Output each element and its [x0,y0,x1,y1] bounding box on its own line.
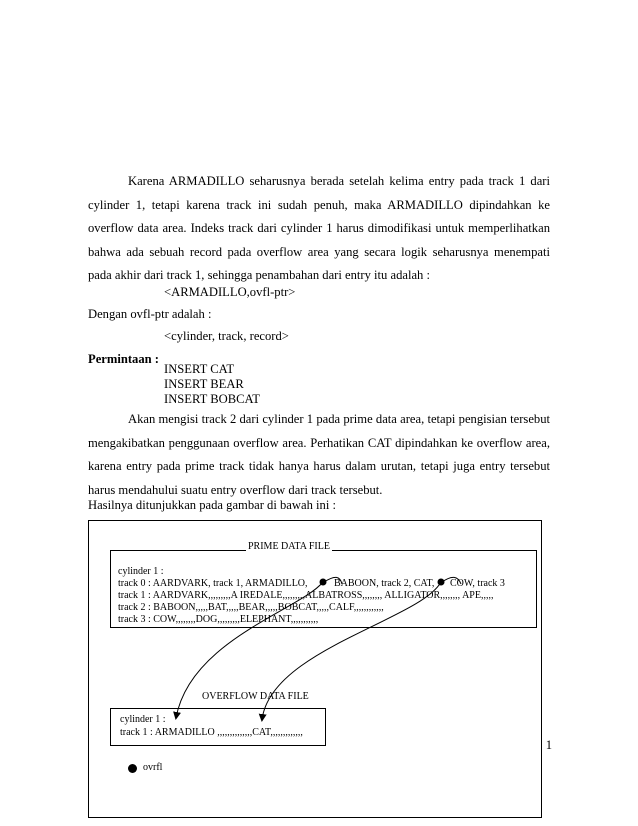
request-item: INSERT BOBCAT [164,392,260,406]
prime-line: cylinder 1 : [118,566,164,577]
paragraph-cat [88,408,550,502]
requests-list [164,362,260,407]
request-item: INSERT CAT [164,362,235,376]
request-item: INSERT BEAR [164,377,244,391]
requests-heading: Permintaan : [88,352,159,366]
prime-line: track 3 : COW,,,,,,,,DOG,,,,,,,,,ELEPHANT,,,,,,,,,,, [118,614,319,625]
overflow-line: cylinder 1 : [120,714,166,725]
prime-line: COW, track 3 [450,578,505,589]
prime-line: BABOON, track 2, CAT, [334,578,435,589]
paragraph-2-text: Akan mengisi track 2 dari cylinder 1 pada prime data area, tetapi pengisian tersebut mengakibatkan penggunaan overflow area. Perhatikan CAT dipindahkan ke overflow area, karena entry pada prime track tidak hanya harus dalam urutan, tetapi juga entry tersebut harus mendahului suatu entry overflow dari track tersebut. [88,412,550,497]
paragraph-armadillo [88,170,550,288]
paragraph-1-text: Karena ARMADILLO seharusnya berada setelah kelima entry pada track 1 dari cylinder 1, tetapi karena track ini sudah penuh, maka ARMADILLO dipindahkan ke overflow data area. Indeks track dari cylinder 1 harus dimodifikasi untuk memperlihatkan bahwa ada sebuah record pada overflow area yang secara logik seharusnya menempati pada akhir dari track 1, sehingga penambahan dari entry itu adalah : [88,174,550,282]
overflow-data-title: OVERFLOW DATA FILE [202,691,309,702]
legend-dot-icon [128,764,137,773]
page-number: 1 [545,738,552,752]
prime-line: track 2 : BABOON,,,,,BAT,,,,,BEAR,,,,,BOBCAT,,,,,CALF,,,,,,,,,,,, [118,602,384,613]
prime-line: track 1 : AARDVARK,,,,,,,,,A IREDALE,,,,,,,,,ALBATROSS,,,,,,,, ALLIGATOR,,,,,,,, APE,,,,, [118,590,494,601]
result-line: Hasilnya ditunjukkan pada gambar di bawah ini : [88,498,336,512]
ovfl-intro: Dengan ovfl-ptr adalah : [88,307,212,321]
prime-data-title: PRIME DATA FILE [248,541,330,552]
ovfl-format: <cylinder, track, record> [164,329,289,343]
prime-line: track 0 : AARDVARK, track 1, ARMADILLO, [118,578,308,589]
overflow-line: track 1 : ARMADILLO ,,,,,,,,,,,,,,CAT,,,,,,,,,,,,, [120,727,303,738]
legend-label: ovrfl [143,762,163,773]
entry-format: <ARMADILLO,ovfl-ptr> [164,285,296,299]
